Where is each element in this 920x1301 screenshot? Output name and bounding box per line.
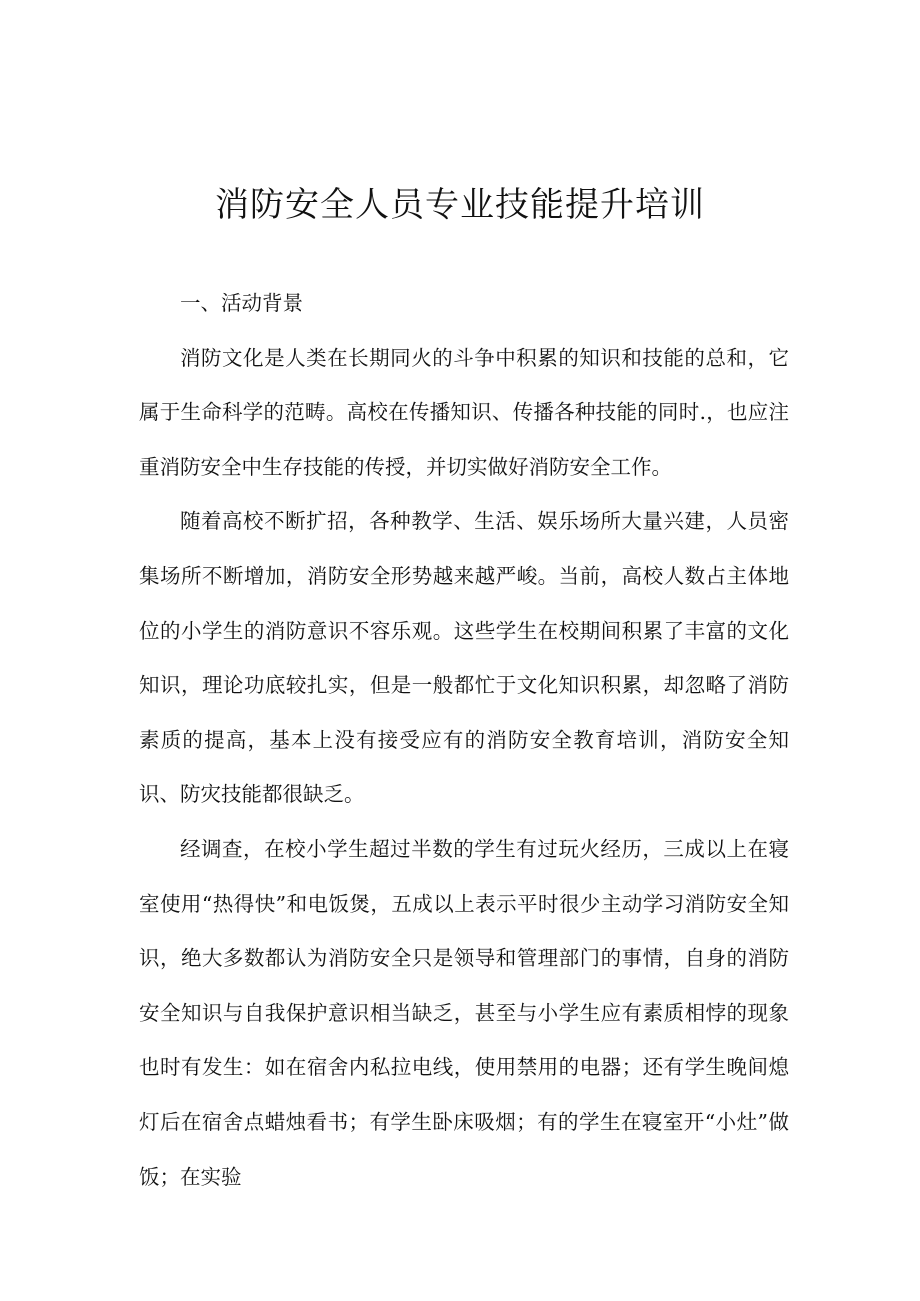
paragraph: 消防文化是人类在长期同火的斗争中积累的知识和技能的总和，它属于生命科学的范畴。高校在传播知识、传播各种技能的同时.，也应注重消防安全中生存技能的传授，并切实做好消防安全工作。	[139, 345, 789, 479]
document-body	[139, 276, 789, 1204]
document-title: 消防安全人员专业技能提升培训	[215, 185, 705, 225]
section-heading: 一、活动背景	[180, 291, 303, 315]
paragraph: 随着高校不断扩招，各种教学、生活、娱乐场所大量兴建，人员密集场所不断增加，消防安全形势越来越严峻。当前，高校人数占主体地位的小学生的消防意识不容乐观。这些学生在校期间积累了丰富的文化知识，理论功底较扎实，但是一般都忙于文化知识积累，却忽略了消防素质的提高，基本上没有接受应有的消防安全教育培训，消防安全知识、防灾技能都很缺乏。	[139, 509, 789, 807]
paragraph: 经调查，在校小学生超过半数的学生有过玩火经历，三成以上在寝室使用“热得快”和电饭煲，五成以上表示平时很少主动学习消防安全知识，绝大多数都认为消防安全只是领导和管理部门的事情，自身的消防安全知识与自我保护意识相当缺乏，甚至与小学生应有素质相悖的现象也时有发生：如在宿舍内私拉电线，使用禁用的电器；还有学生晚间熄灯后在宿舍点蜡烛看书；有学生卧床吸烟；有的学生在寝室开“小灶”做饭；在实验	[139, 836, 789, 1189]
